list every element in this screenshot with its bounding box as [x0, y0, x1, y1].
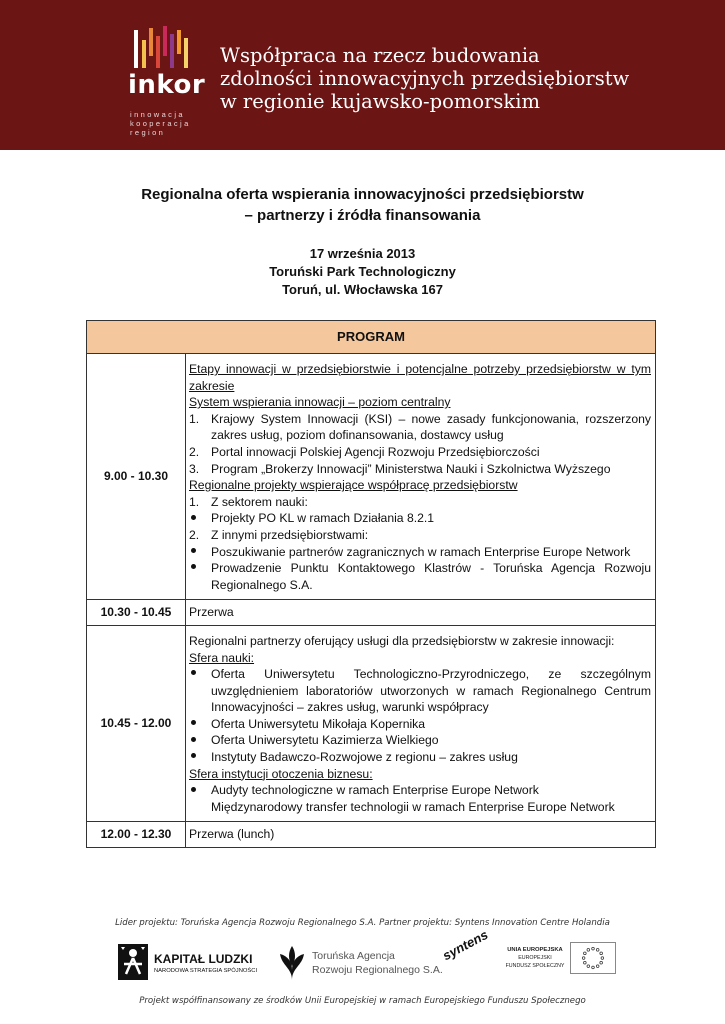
bullet-icon	[191, 564, 196, 569]
table-row	[87, 600, 656, 626]
list-item-text: Oferta Uniwersytetu Mikołaja Kopernika	[211, 716, 426, 731]
list-item	[189, 716, 651, 733]
eu-label	[504, 946, 566, 970]
list-number: 1.	[189, 411, 200, 426]
program-header: PROGRAM	[87, 321, 656, 354]
eu-logo	[504, 940, 614, 986]
bullet-icon	[191, 753, 196, 758]
logo-tagline	[130, 110, 191, 137]
list-item-text: Z sektorem nauki:	[211, 494, 308, 509]
list-item	[189, 782, 651, 799]
list-item-text: Poszukiwanie partnerów zagranicznych w ramach Enterprise Europe Network	[211, 544, 631, 559]
bullet-icon	[191, 737, 196, 742]
section-heading: System wspierania innowacji – poziom centralny	[189, 395, 451, 410]
inkor-logo	[128, 26, 206, 138]
session-heading: Etapy innowacji w przedsiębiorstwie i potencjalne potrzeby przedsiębiorstw w tym zakresie	[189, 362, 651, 393]
project-title	[220, 44, 629, 113]
event-date: 17 września 2013	[309, 246, 416, 261]
list-item	[189, 732, 651, 749]
list-item-text: Audyty technologiczne w ramach Enterprise Europe Network	[211, 783, 539, 798]
table-row	[87, 354, 656, 600]
list-item	[189, 444, 651, 461]
section-heading: Sfera instytucji otoczenia biznesu:	[189, 766, 373, 781]
list-item	[189, 544, 651, 561]
event-info	[0, 245, 725, 299]
session-time: 10.30 - 10.45	[87, 600, 186, 626]
logo-tagline-line: innowacja	[130, 110, 185, 119]
document-title-line: Regionalna oferta wspierania innowacyjności przedsiębiorstw	[141, 186, 584, 203]
logo-tagline-line: region	[130, 128, 166, 137]
bullet-icon	[191, 515, 196, 520]
session-intro: Regionalni partnerzy oferujący usługi dla przedsiębiorstw w zakresie innowacji:	[189, 633, 615, 648]
session-content: Przerwa (lunch)	[186, 822, 656, 848]
section-heading: Sfera nauki:	[189, 650, 255, 665]
bullet-icon	[191, 787, 196, 792]
project-title-line: zdolności innowacyjnych przedsiębiorstw	[220, 67, 630, 90]
session-time: 10.45 - 12.00	[87, 625, 186, 822]
list-item	[189, 461, 651, 478]
session-content	[186, 354, 656, 600]
list-item-text: Z innymi przedsiębiorstwami:	[211, 527, 369, 542]
list-item-text: Projekty PO KL w ramach Działania 8.2.1	[211, 511, 435, 526]
document-title-line: – partnerzy i źródła finansowania	[244, 207, 481, 224]
kapital-ludzki-logo	[118, 940, 268, 986]
program-header-row	[87, 321, 656, 354]
section-heading: Regionalne projekty wspierające współpracę przedsiębiorstw	[189, 478, 518, 493]
list-number: 2.	[189, 444, 200, 459]
eu-label-line: UNIA EUROPEJSKA	[507, 947, 563, 953]
session-content	[186, 625, 656, 822]
list-number: 3.	[189, 461, 200, 476]
session-time: 9.00 - 10.30	[87, 354, 186, 600]
tarr-logo	[278, 940, 443, 986]
table-row	[87, 822, 656, 848]
list-item	[189, 799, 651, 816]
bullet-icon	[191, 548, 196, 553]
list-item	[189, 527, 651, 544]
list-item-text: Program „Brokerzy Innowacji” Ministerstwa Nauki i Szkolnictwa Wyższego	[211, 461, 611, 476]
eu-flag-icon	[570, 942, 616, 974]
header-banner	[0, 0, 725, 150]
tarr-name-line: Rozwoju Regionalnego S.A.	[312, 964, 443, 976]
list-item	[189, 494, 651, 511]
tarr-name-line: Toruńska Agencja	[312, 950, 395, 962]
project-title-line: w regionie kujawsko-pomorskim	[220, 90, 540, 113]
list-number: 1.	[189, 494, 200, 509]
syntens-wordmark: syntens	[440, 926, 491, 964]
logo-wordmark: inkor	[128, 70, 206, 100]
program-table	[86, 320, 656, 848]
eu-label-line: EUROPEJSKI	[518, 955, 552, 961]
session-content: Przerwa	[186, 600, 656, 626]
bullet-icon	[191, 670, 196, 675]
footer-cofinancing-note: Projekt współfinansowany ze środków Unii Europejskiej w ramach Europejskiego Funduszu Społecznego	[139, 996, 586, 1006]
list-item-text: Oferta Uniwersytetu Kazimierza Wielkiego	[211, 733, 439, 748]
list-item	[189, 560, 651, 593]
logo-tagline-line: kooperacja	[130, 119, 191, 128]
project-title-line: Współpraca na rzecz budowania	[220, 44, 540, 67]
bullet-icon	[191, 720, 196, 725]
list-item	[189, 666, 651, 716]
inkor-logo-bars-icon	[132, 26, 190, 68]
footer-lead: Lider projektu: Toruńska Agencja Rozwoju Regionalnego S.A. Partner projektu: Syntens Innovation Centre Holandia	[115, 918, 610, 928]
session-time: 12.00 - 12.30	[87, 822, 186, 848]
event-address: Toruń, ul. Włocławska 167	[282, 282, 443, 297]
list-item-text: Prowadzenie Punktu Kontaktowego Klastrów - Toruńska Agencja Rozwoju Regionalnego S.A.	[211, 561, 651, 592]
tarr-leaf-icon	[278, 946, 306, 980]
document-title	[0, 184, 725, 226]
kapital-ludzki-emblem-icon	[118, 944, 148, 980]
list-number: 2.	[189, 527, 200, 542]
list-item	[189, 749, 651, 766]
syntens-logo	[438, 926, 491, 986]
kapital-ludzki-name: KAPITAŁ LUDZKI	[154, 952, 253, 966]
list-item-text: Krajowy System Innowacji (KSI) – nowe zasady funkcjonowania, rozszerzony zakres usług, poziom dofinansowania, dostawcy usług	[211, 411, 651, 443]
list-item	[189, 411, 651, 444]
list-item-text: Instytuty Badawczo-Rozwojowe z regionu – zakres usług	[211, 750, 518, 765]
event-venue: Toruński Park Technologiczny	[269, 264, 456, 279]
list-item-text: Portal innowacji Polskiej Agencji Rozwoju Przedsiębiorczości	[211, 444, 540, 459]
list-item-text: Międzynarodowy transfer technologii w ramach Enterprise Europe Network	[211, 799, 615, 814]
list-item	[189, 510, 651, 527]
list-item-text: Oferta Uniwersytetu Technologiczno-Przyrodniczego, ze szczególnym uwzględnieniem laboratoriów utworzonych w ramach Regionalnego Centrum Innowacyjności – zakres usług, warunki współpracy	[211, 667, 651, 715]
eu-label-line: FUNDUSZ SPOŁECZNY	[505, 963, 565, 969]
kapital-ludzki-subtitle: NARODOWA STRATEGIA SPÓJNOŚCI	[154, 968, 258, 974]
table-row	[87, 625, 656, 822]
